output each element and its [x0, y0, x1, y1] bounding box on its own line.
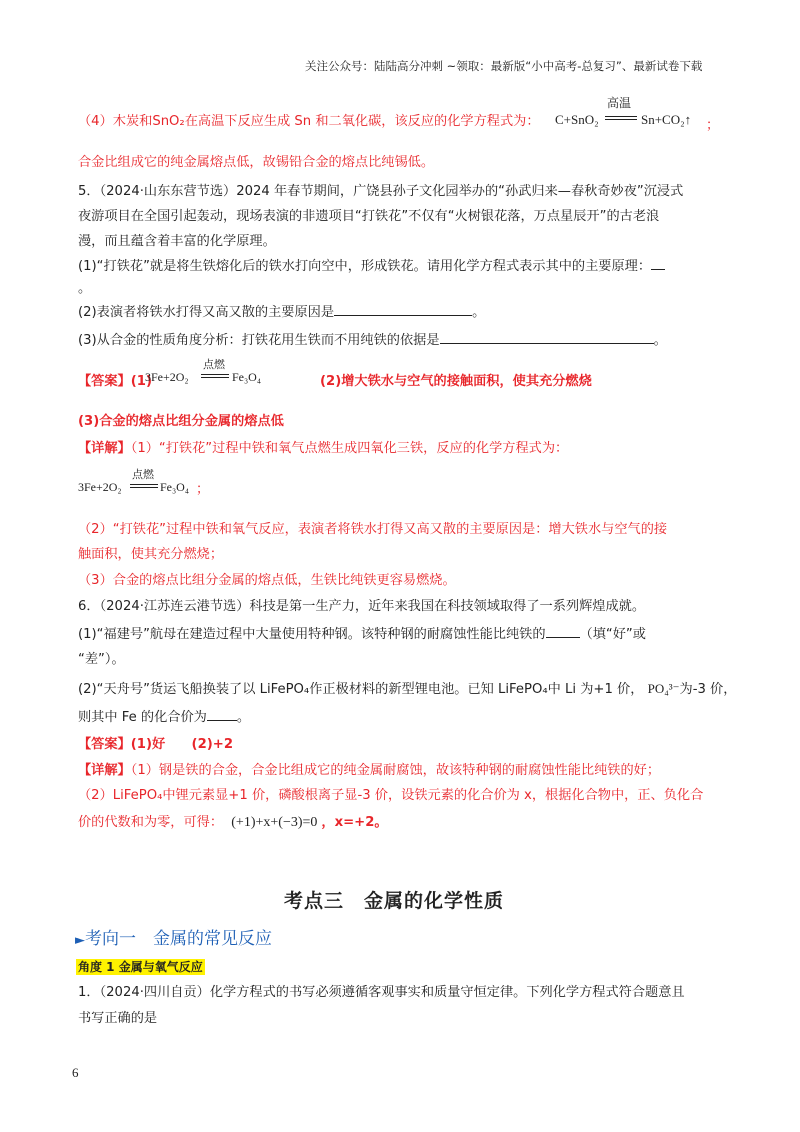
q6-sub2-blank[interactable] [207, 708, 237, 721]
q4-line2: 合金比组成它的纯金属熔点低，故锡铅合金的熔点比纯锡低。 [78, 155, 435, 170]
q5-sub1-text: (1)“打铁花”就是将生铁熔化后的铁水打向空中，形成铁花。请用化学方程式表示其中的主要原理： [78, 259, 652, 274]
q6-sub2-ion: PO₄³⁻ [647, 681, 680, 696]
section-title: 考点三 金属的化学性质 [284, 890, 505, 912]
q5-detail-eq-cond: 点燃 [132, 469, 154, 481]
q6-sub2-text: (2)“天舟号”货运飞船换装了以 LiFePO₄作正极材料的新型锂电池。已知 LiFePO₄中 Li 为+1 价， [78, 682, 644, 697]
q5-answer-equation [145, 356, 275, 392]
q6-sub2-line2-text: 则其中 Fe 的化合价为 [78, 710, 207, 725]
q5-sub2-text: (2)表演者将铁水打得又高又散的主要原因是 [78, 305, 335, 320]
q6-detail2b-pre: 价的代数和为零，可得： [78, 815, 224, 830]
section-subtitle-text: 考向一 金属的常见反应 [85, 929, 272, 949]
q5-detail1 [78, 439, 568, 459]
q5-sub2-blank[interactable] [334, 303, 472, 316]
q6-detail2b-eq: (+1)+x+(−3)=0 [231, 815, 318, 830]
q6-answer-text: (1)好 (2)+2 [130, 737, 233, 752]
q5-detail-eq-lhs: 3Fe+2O₂ [78, 480, 122, 494]
angle-tag-wrap [76, 956, 205, 975]
q4-eq-rhs: Sn+CO₂↑ [641, 112, 692, 127]
q6-line1: 6．（2024·江苏连云港节选）科技是第一生产力，近年来我国在科技领域取得了一系列辉煌成就。 [78, 599, 646, 614]
q5-sub1-blank[interactable] [651, 257, 665, 270]
q5-answer-tag-text: 【答案】 [78, 374, 131, 389]
q5-sub1-end: 。 [78, 281, 92, 296]
q5-answer-tag [78, 372, 152, 392]
q5-detail-eq-arrow [130, 484, 158, 488]
q5-detail2a: （2）“打铁花”过程中铁和氧气反应，表演者将铁水打得又高又散的主要原因是：增大铁水与空气的接 [78, 522, 668, 537]
q5-line2: 夜游项目在全国引起轰动，现场表演的非遗项目“打铁花”不仅有“火树银花落，万点星辰开”的古老浪 [78, 209, 660, 224]
q4-eq-arrow [605, 116, 637, 120]
q4-eq-lhs: C+SnO₂ [555, 112, 599, 127]
triangle-marker-icon: ► [75, 933, 85, 948]
q6-sub2-line2 [78, 708, 250, 728]
q5-line3: 漫，而且蕴含着丰富的化学原理。 [78, 234, 276, 249]
q6-sub2-line2-end: 。 [236, 710, 251, 725]
q6-detail1-text: （1）钢是铁的合金，合金比组成它的纯金属耐腐蚀，故该特种钢的耐腐蚀性能比纯铁的好； [130, 763, 661, 778]
q6-sub1-tail: （填“好”或 [579, 627, 646, 642]
q5-sub2-end: 。 [472, 305, 486, 320]
q5-line1: 5．（2024·山东东营节选）2024 年春节期间，广饶县孙子文化园举办的“孙武归来—春秋奇妙夜”沉浸式 [78, 184, 684, 199]
q5-answer-eq-arrow [201, 374, 229, 378]
q6-sub2 [78, 679, 736, 700]
q6-detail2a: （2）LiFePO₄中锂元素显+1 价，磷酸根离子显-3 价，设铁元素的化合价为 x，根据化合物中，正、负化合 [78, 788, 704, 803]
q6-detail2b-post: ，x=+2。 [321, 815, 388, 830]
q5-sub3-text: (3)从合金的性质角度分析：打铁花用生铁而不用纯铁的依据是 [78, 333, 440, 348]
q6-detail2b [78, 813, 388, 833]
page-number: 6 [72, 1065, 79, 1080]
q6-answer [78, 735, 233, 755]
q5-answer2: (2)增大铁水与空气的接触面积，使其充分燃烧 [320, 374, 592, 389]
q6-answer-tag: 【答案】 [78, 737, 131, 752]
q6-detail-tag: 【详解】 [78, 763, 131, 778]
q5-answer3: (3)合金的熔点比组分金属的熔点低 [78, 414, 284, 429]
q5-answer-eq-lhs: 3Fe+2O₂ [145, 370, 189, 384]
q1-line2: 书写正确的是 [78, 1011, 158, 1026]
q5-detail-tag: 【详解】 [78, 441, 131, 456]
q5-sub2 [78, 303, 485, 323]
q5-sub1 [78, 257, 665, 277]
q5-answer-eq-cond: 点燃 [203, 359, 225, 371]
q5-sub3 [78, 331, 667, 351]
q6-sub1-blank[interactable] [546, 625, 580, 638]
q6-sub1-text: (1)“福建号”航母在建造过程中大量使用特种钢。该特种钢的耐腐蚀性能比纯铁的 [78, 627, 546, 642]
q4-text: （4）木炭和SnO₂在高温下反应生成 Sn 和二氧化碳，该反应的化学方程式为： [78, 114, 540, 129]
q6-sub2-tail: 为-3 价， [679, 682, 737, 697]
q5-answer-eq-rhs: Fe₃O₄ [232, 370, 262, 384]
q5-detail-equation [78, 466, 208, 502]
header-text: 关注公众号：陆陆高分冲刺 ~领取：最新版“小中高考-总复习”、最新试卷下载 [305, 59, 703, 73]
q6-sub1 [78, 625, 646, 645]
section-subtitle [75, 924, 272, 949]
q6-detail1 [78, 761, 660, 781]
q5-detail-eq-rhs: Fe₃O₄ [160, 480, 190, 494]
angle-tag: 角度 1 金属与氧气反应 [78, 960, 203, 974]
q5-sub3-end: 。 [653, 333, 667, 348]
q1-line1: 1．（2024·四川自贡）化学方程式的书写必须遵循客观事实和质量守恒定律。下列化学方程式符合题意且 [78, 985, 685, 1000]
q4-eq-cond: 高温 [607, 96, 632, 110]
q5-sub3-blank[interactable] [440, 331, 654, 344]
q5-answer1-label: (1) [130, 374, 152, 389]
q5-detail3: （3）合金的熔点比组分金属的熔点低，生铁比纯铁更容易燃烧。 [78, 573, 456, 588]
q5-detail-eq-tail: ； [196, 482, 210, 497]
q5-detail2b: 触面积，使其充分燃烧； [78, 547, 224, 562]
q4-equation [555, 94, 705, 136]
q5-detail1-text: （1）“打铁花”过程中铁和氧气点燃生成四氧化三铁，反应的化学方程式为： [130, 441, 569, 456]
q4-tail: ； [706, 118, 720, 133]
q6-sub1-line2: “差”）。 [78, 652, 125, 667]
